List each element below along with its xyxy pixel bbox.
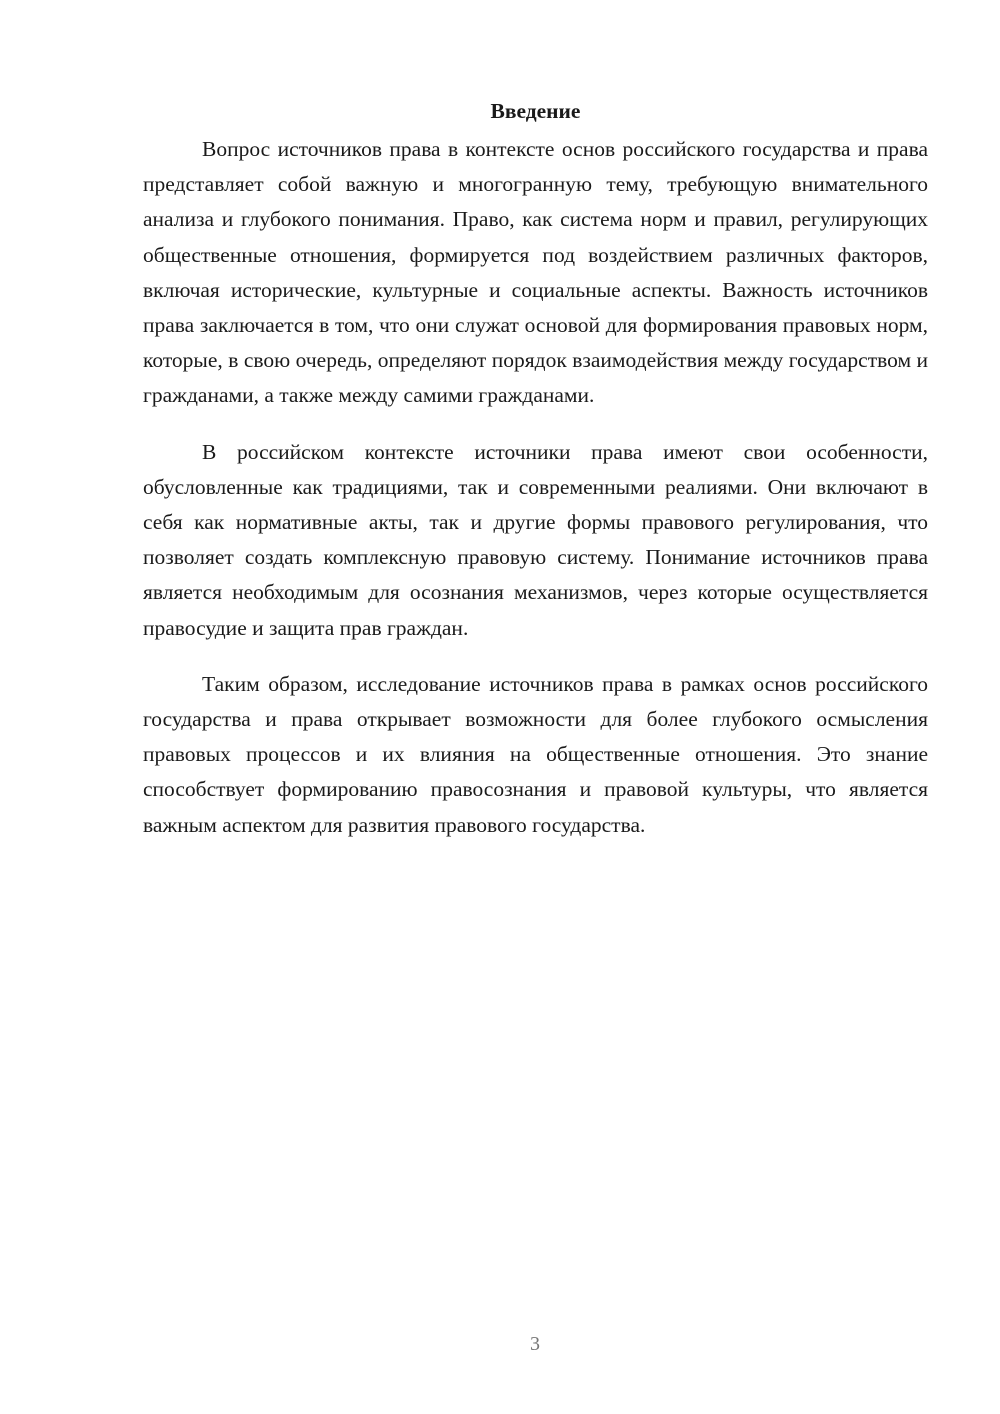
paragraph-2: В российском контексте источники права имеют свои особенности, обусловленные как традициями, так и современными реалиями. Они включают в себя как нормативные акты, так и другие формы правового регулирования, что позволяет создать комплексную правовую систему. Понимание источников права является необходимым для осознания механизмов, через которые осуществляется правосудие и защита прав граждан. (143, 439, 928, 640)
section-heading: Введение (490, 99, 581, 123)
page-number: 3 (530, 1333, 540, 1355)
paragraph-1: Вопрос источников права в контексте основ российского государства и права представляет собой важную и многогранную тему, требующую внимательного анализа и глубокого понимания. Право, как система норм и правил, регулирующих общественные отношения, формируется под воздействием различных факторов, включая исторические, культурные и социальные аспекты. Важность источников права заключается в том, что они служат основой для формирования правовых норм, которые, в свою очередь, определяют порядок взаимодействия между государством и гражданами, а также между самими гражданами. (143, 137, 928, 408)
page-body (143, 96, 928, 864)
paragraph-3: Таким образом, исследование источников права в рамках основ российского государства и права открывает возможности для более глубокого осмысления правовых процессов и их влияния на общественные отношения. Это знание способствует формированию правосознания и правовой культуры, что является важным аспектом для развития правового государства. (143, 671, 928, 837)
